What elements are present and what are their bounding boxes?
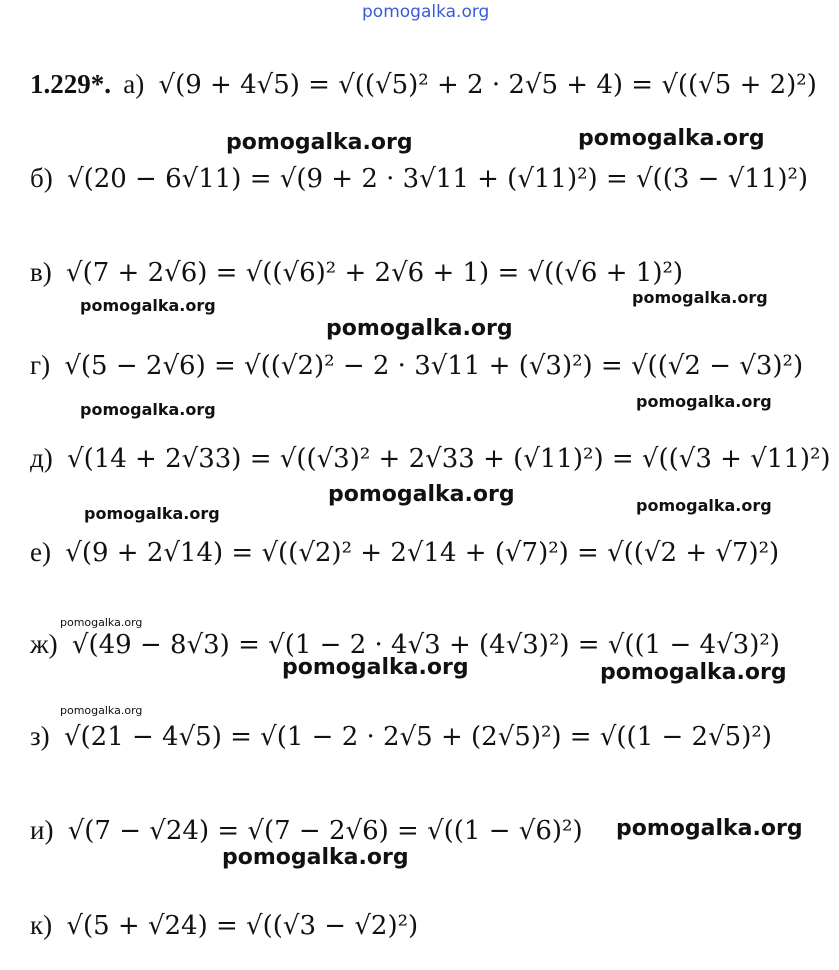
equation-b: √(20 − 6√11) = √(9 + 2 · 3√11 + (√11)²) = √((3 − √11)²) (67, 164, 809, 194)
item-label-z: з) (30, 721, 50, 751)
watermark: pomogalka.org (60, 616, 143, 629)
watermark: pomogalka.org (636, 392, 772, 411)
watermark: pomogalka.org (616, 816, 803, 841)
item-label-d: д) (30, 443, 53, 473)
watermark: pomogalka.org (80, 296, 216, 315)
equation-zh: √(49 − 8√3) = √(1 − 2 · 4√3 + (4√3)²) = √((1 − 4√3)²) (71, 630, 780, 660)
watermark: pomogalka.org (222, 845, 409, 870)
item-label-zh: ж) (30, 629, 58, 659)
equation-line-g (30, 345, 803, 386)
problem-number: 1.229*. (30, 69, 111, 99)
equation-d: √(14 + 2√33) = √((√3)² + 2√33 + (√11)²) = √((√3 + √11)²) (67, 444, 831, 474)
equation-line-z (30, 716, 772, 757)
watermark: pomogalka.org (226, 130, 413, 155)
equation-g: √(5 − 2√6) = √((√2)² − 2 · 3√11 + (√3)²) = √((√2 − √3)²) (64, 351, 804, 381)
item-label-k: к) (30, 910, 53, 940)
watermark: pomogalka.org (328, 482, 515, 507)
watermark-top[interactable]: pomogalka.org (362, 2, 490, 22)
equation-a: √(9 + 4√5) = √((√5)² + 2 · 2√5 + 4) = √((√5 + 2)²) (158, 70, 817, 100)
item-label-v: в) (30, 257, 52, 287)
equation-line-d (30, 438, 831, 479)
watermark: pomogalka.org (80, 400, 216, 419)
equation-line-v (30, 252, 683, 293)
equation-e: √(9 + 2√14) = √((√2)² + 2√14 + (√7)²) = √((√2 + √7)²) (65, 538, 780, 568)
item-label-e: е) (30, 537, 51, 567)
item-label-i: и) (30, 815, 54, 845)
equation-i: √(7 − √24) = √(7 − 2√6) = √((1 − √6)²) (67, 816, 583, 846)
watermark: pomogalka.org (84, 504, 220, 523)
equation-line-a (30, 64, 817, 105)
watermark: pomogalka.org (600, 660, 787, 685)
watermark: pomogalka.org (578, 126, 765, 151)
watermark: pomogalka.org (282, 655, 469, 680)
watermark: pomogalka.org (326, 316, 513, 341)
equation-z: √(21 − 4√5) = √(1 − 2 · 2√5 + (2√5)²) = √((1 − 2√5)²) (63, 722, 772, 752)
equation-k: √(5 + √24) = √((√3 − √2)²) (66, 911, 419, 941)
equation-line-b (30, 158, 808, 199)
watermark: pomogalka.org (636, 496, 772, 515)
item-label-a: а) (123, 69, 145, 99)
item-label-b: б) (30, 163, 53, 193)
equation-line-e (30, 532, 779, 573)
watermark: pomogalka.org (60, 704, 143, 717)
equation-line-k (30, 905, 418, 946)
watermark: pomogalka.org (632, 288, 768, 307)
equation-v: √(7 + 2√6) = √((√6)² + 2√6 + 1) = √((√6 + 1)²) (66, 258, 684, 288)
item-label-g: г) (30, 350, 51, 380)
